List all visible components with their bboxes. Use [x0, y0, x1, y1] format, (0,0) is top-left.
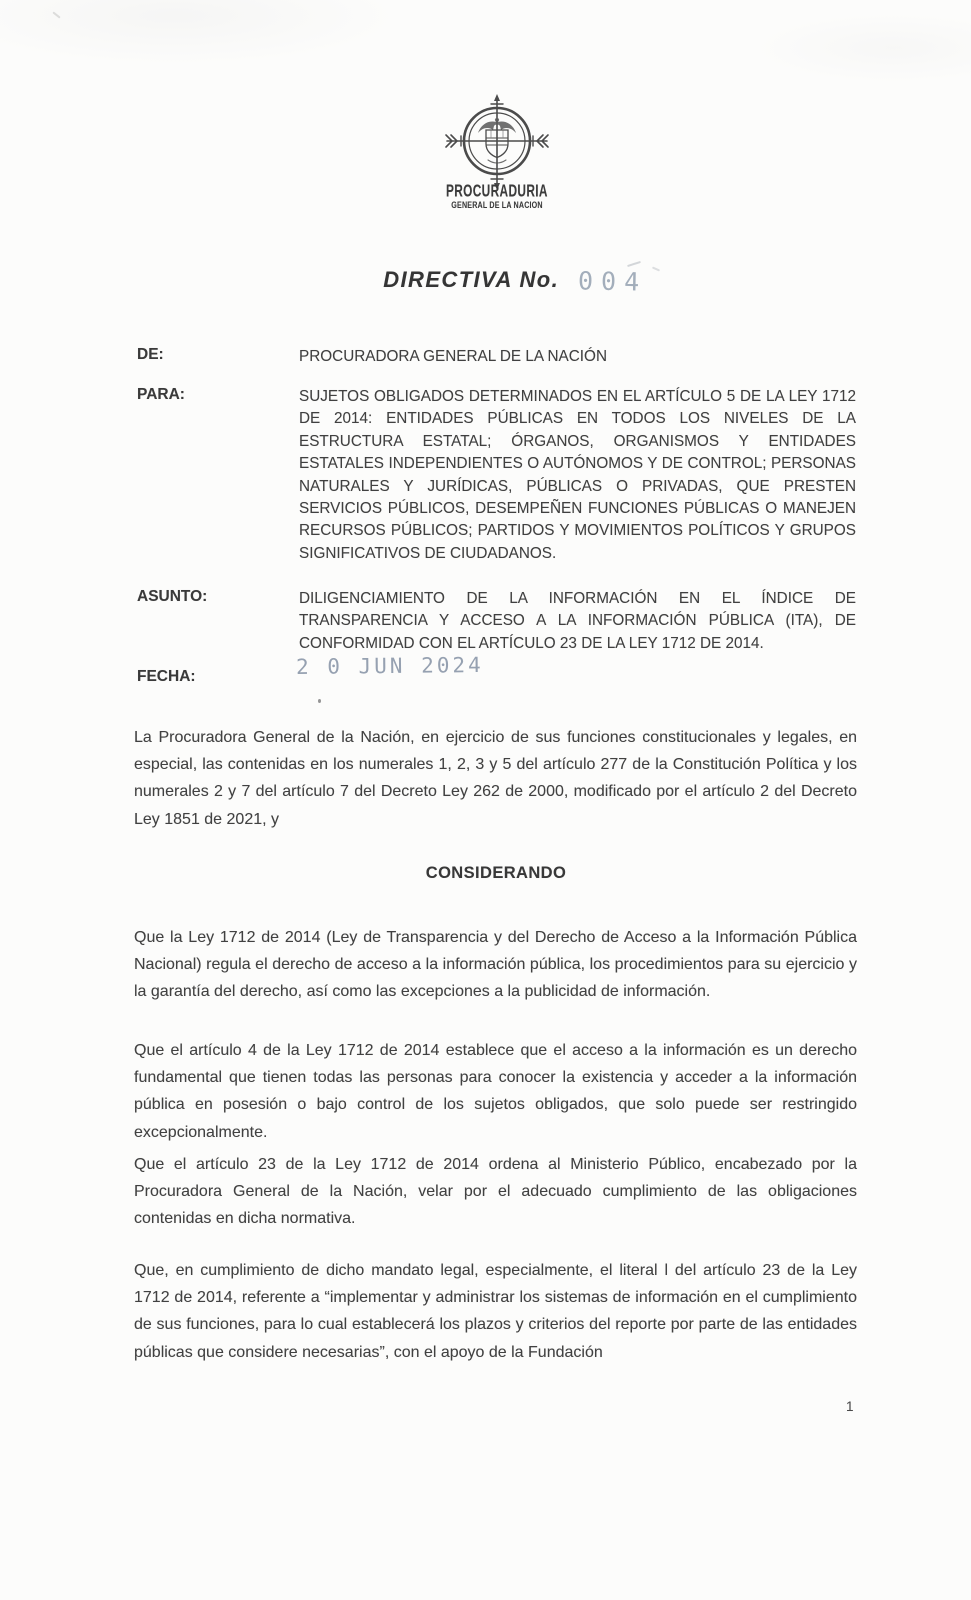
directive-title-row	[135, 264, 895, 297]
directive-title: DIRECTIVA No.	[383, 267, 560, 292]
body-paragraph-1: Que la Ley 1712 de 2014 (Ley de Transparencia y del Derecho de Acceso a la Información Pública Nacional) regula el derecho de acceso a la información pública, los procedimientos para su ejercicio y la garantía del derecho, así como las excepciones a la publicidad de información.	[134, 929, 857, 1001]
body-paragraph-4: Que, en cumplimiento de dicho mandato legal, especialmente, el literal l del artículo 23 de la Ley 1712 de 2014, referente a “implementar y administrar los sistemas de información en el cumplimiento de sus funciones, para lo cual establecerá los plazos y criterios del reporte por parte de las entidades públicas que considere necesarias”, con el apoyo de la Fundación	[134, 1262, 857, 1361]
field-label-de: DE:	[137, 346, 164, 363]
field-value-para: SUJETOS OBLIGADOS DETERMINADOS EN EL ARTÍCULO 5 DE LA LEY 1712 DE 2014: ENTIDADES PÚBLICAS EN TODOS LOS NIVELES DE LA ESTRUCTURA ESTATAL; ÓRGANOS, ORGANISMOS Y ENTIDADES ESTATALES INDEPENDIENTES O AUTÓNOMOS Y DE CONTROL; PERSONAS NATURALES Y JURÍDICAS, PÚBLICAS O PRIVADAS, QUE PRESTEN SERVICIOS PÚBLICOS, DESEMPEÑEN FUNCIONES PÚBLICAS O MANEJEN RECURSOS PÚBLICOS; PARTIDOS Y MOVIMIENTOS POLÍTICOS Y GRUPOS SIGNIFICATIVOS DE CIUDADANOS.	[299, 388, 856, 562]
field-label-fecha: FECHA:	[137, 668, 196, 685]
considerando-heading: CONSIDERANDO	[425, 864, 567, 882]
directive-number-stamp: 004	[577, 266, 647, 297]
logo-text-secondary: GENERAL DE LA NACION	[451, 199, 543, 211]
page-number: 1	[846, 1399, 854, 1414]
field-label-para: PARA:	[137, 386, 185, 403]
field-value-asunto: DILIGENCIAMIENTO DE LA INFORMACIÓN EN EL ÍNDICE DE TRANSPARENCIA Y ACCESO A LA INFORMACIÓN PÚBLICA (ITA), DE CONFORMIDAD CON EL ARTÍCULO 23 DE LA LEY 1712 DE 2014.	[299, 590, 856, 652]
scan-speck	[52, 11, 60, 18]
body-paragraph-3: Que el artículo 23 de la Ley 1712 de 2014 ordena al Ministerio Público, encabezado por la Procuradora General de la Nación, velar por el adecuado cumplimiento de las obligaciones contenidas en dicha normativa.	[134, 1156, 857, 1228]
logo-wordmark	[387, 180, 607, 209]
body-paragraph-2: Que el artículo 4 de la Ley 1712 de 2014 establece que el acceso a la información es un derecho fundamental que tienen todas las personas para conocer la existencia y acceder a la información pública en posesión o bajo control de los sujetos obligados, que solo puede ser restringido excepcionalmente.	[134, 1042, 857, 1141]
field-label-asunto: ASUNTO:	[137, 588, 208, 605]
field-value-de: PROCURADORA GENERAL DE LA NACIÓN	[299, 348, 607, 365]
logo-text-primary: PROCURADURIA	[446, 181, 548, 201]
scan-speck	[318, 699, 321, 703]
body-intro-paragraph: La Procuradora General de la Nación, en ejercicio de sus funciones constitucionales y legales, en especial, las contenidas en los numerales 1, 2, 3 y 5 del artículo 277 de la Constitución Política y los numerales 2 y 7 del artículo 7 del Decreto Ley 262 de 2000, modificado por el artículo 2 del Decreto Ley 1851 de 2021, y	[134, 729, 857, 828]
date-stamp: 2 0 JUN 2024	[295, 653, 484, 679]
